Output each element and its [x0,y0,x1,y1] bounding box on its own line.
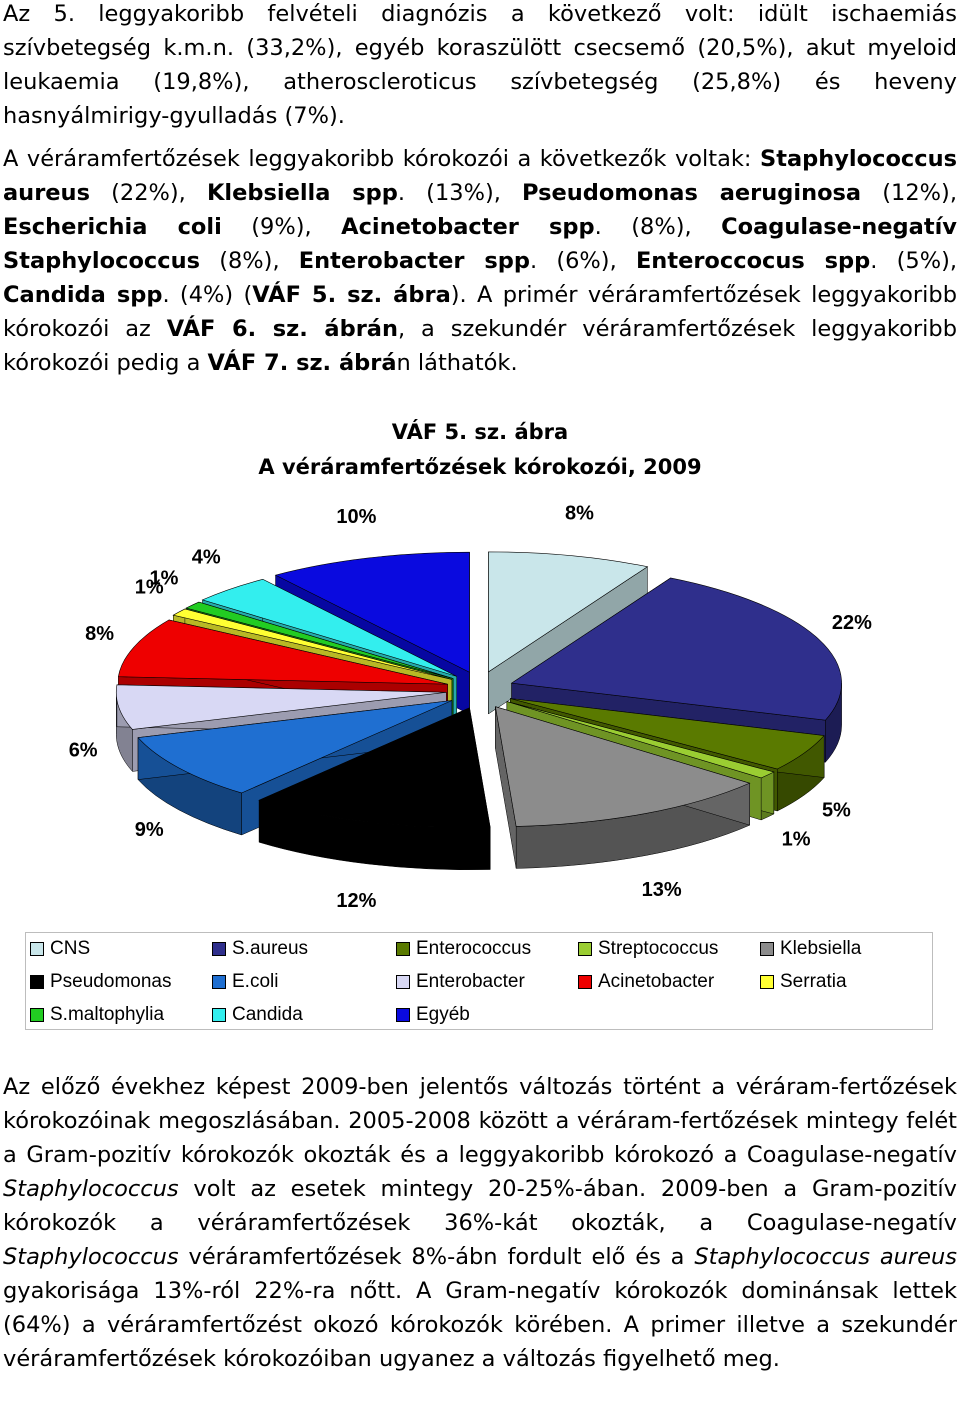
legend-item-candida [212,1003,303,1027]
pie-data-label: 8% [85,622,115,645]
figure-number: VÁF 5. sz. ábra [391,420,569,444]
pie-data-label: 13% [641,878,682,901]
legend-item-cns [30,937,90,961]
legend-label: Egyéb [416,1004,470,1025]
bold-span: Enterobacter spp [298,248,530,274]
bold-span: Coagulase-negatív Staphylococcus [3,214,957,274]
legend-label: E.coli [232,971,279,992]
italic-span: Staphylococcus [3,1176,179,1202]
intro-text: Az 5. leggyakoribb felvételi diagnózis a következő volt: idült ischaemiás szívbetegség k.m.n. (33,2%), egyéb koraszülött csecsemő (20,5%), akut myeloid leukaemia (19,8%), atheroscleroticus szívbetegség (25,8%) és heveny hasnyálmirigy-gyulladás (7%). [3,1,957,129]
bold-span: Pseudomonas aeruginosa [522,180,862,206]
bold-span: Staphylococcus aureus [3,146,957,206]
text-span: , a szekundér véráramfertőzések leggyakoribb kórokozói pedig a [3,316,957,376]
text-span: . (4%) ( [162,282,253,308]
legend-swatch [396,1008,410,1022]
text-span: gyakorisága 13%-ról 22%-ra nőtt. A Gram-negatív kórokozók dominánsak lettek (64%) a véráramfertőzést okozó kórokozók körében. A primer illetve a szekundér véráramfertőzések kórokozóiban ugyanez a változás figyelhető meg. [3,1278,957,1372]
pie-data-label: 4% [191,546,221,569]
pie-data-label: 6% [68,739,98,762]
pie-data-label: 9% [134,819,164,842]
text-span: volt az esetek mintegy 20-25%-ában. 2009-ben a Gram-pozitív kórokozók a véráramfertőzések 36%-kát okozták, a Coagulase-negatív [3,1176,957,1236]
pie-chart [0,502,960,915]
legend-label: S.aureus [232,938,309,959]
text-span: véráramfertőzések 8%-ábn fordult elő és a [178,1244,695,1270]
pie-tops [116,552,841,828]
legend-label: Streptococcus [598,938,719,959]
bold-span: Escherichia coli [3,214,222,240]
legend-item-streptococcus [578,937,718,961]
italic-span: Staphylococcus aureus [694,1244,957,1270]
analysis-paragraph [3,1070,957,1376]
legend-swatch [30,942,44,956]
bold-span: Candida spp [3,282,163,308]
pie-data-label: 22% [831,612,872,635]
text-span: n láthatók. [396,350,518,376]
chart-legend [25,932,933,1030]
legend-swatch [760,975,774,989]
legend-swatch [212,1008,226,1022]
legend-label: Enterobacter [416,971,525,992]
legend-item-klebsiella [760,937,861,961]
pie-data-label: 12% [336,889,377,912]
text-span: Az előző évekhez képest 2009-ben jelentős változás történt a véráram-fertőzések kórokozóinak megoszlásában. 2005-2008 között a véráram-fertőzések mintegy felét a Gram-pozitív kórokozók okozták és a leggyakoribb kórokozó a Coagulase-negatív [3,1074,957,1168]
bold-span: Enteroccocus spp [635,248,871,274]
pie-data-label: 5% [821,799,851,822]
legend-label: Klebsiella [780,938,862,959]
legend-swatch [30,1008,44,1022]
legend-swatch [396,942,410,956]
legend-item-serratia [760,970,847,994]
text-span: (12%), [861,180,957,206]
bold-span: VÁF 6. sz. ábrán [166,316,398,342]
legend-label: Candida [232,1004,303,1025]
legend-swatch [760,942,774,956]
intro-paragraph [3,0,957,133]
legend-item-enterobacter [396,970,525,994]
text-span: A véráramfertőzések leggyakoribb kórokozói a következők voltak: [3,146,760,172]
legend-item-pseudomonas [30,970,171,994]
text-span: . (6%), [529,248,636,274]
legend-swatch [578,975,592,989]
bold-span: VÁF 5. sz. ábra [252,282,451,308]
italic-span: Staphylococcus [3,1244,179,1270]
legend-item-enterococcus [396,937,531,961]
legend-label: Serratia [780,971,847,992]
figure-title: A véráramfertőzések kórokozói, 2009 [258,455,702,479]
text-span: . (13%), [397,180,523,206]
pie-data-label: 1% [134,576,164,599]
legend-swatch [578,942,592,956]
text-span: ). A primér véráramfertőzések leggyakoribb kórokozói az [3,282,957,342]
pie-data-label: 8% [565,502,594,525]
legend-label: CNS [50,938,91,959]
pie-data-label: 10% [336,505,377,528]
legend-item-acinetobacter [578,970,714,994]
text-span: (8%), [200,248,299,274]
legend-swatch [212,942,226,956]
legend-label: Pseudomonas [50,971,172,992]
pie-data-label: 1% [149,567,179,590]
bold-span: VÁF 7. sz. ábrá [207,350,397,376]
bold-span: Klebsiella spp [206,180,398,206]
legend-label: Acinetobacter [598,971,715,992]
legend-swatch [396,975,410,989]
text-span: . (5%), [870,248,958,274]
text-span: . (8%), [594,214,722,240]
legend-item-smaltophylia [30,1003,164,1027]
legend-swatch [30,975,44,989]
legend-label: S.maltophylia [50,1004,165,1025]
legend-item-saureus [212,937,308,961]
pie-data-label: 1% [781,828,811,851]
legend-item-egyb [396,1003,470,1027]
legend-label: Enterococcus [416,938,532,959]
legend-item-ecoli [212,970,278,994]
text-span: (9%), [221,214,342,240]
pathogen-paragraph [3,142,957,380]
text-span: (22%), [89,180,207,206]
legend-swatch [212,975,226,989]
bold-span: Acinetobacter spp [341,214,595,240]
